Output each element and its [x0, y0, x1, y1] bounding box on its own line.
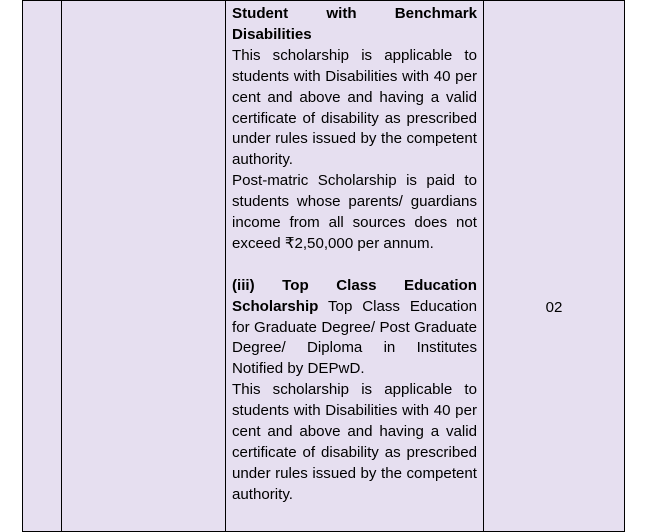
- section-heading-benchmark: [232, 4, 477, 46]
- top-class-heading-text: (iii) Top Class Education Scholarship: [232, 276, 477, 315]
- serial-cell: [23, 1, 62, 532]
- scheme-name-cell: [62, 1, 226, 532]
- scholarship-table: [22, 0, 625, 532]
- benchmark-eligibility-paragraph: This scholarship is applicable to students with Disabilities with 40 per cent and above and having a valid certificate of disability as prescribed under rules issued by the competent authority.: [232, 46, 477, 169]
- benchmark-heading-text: Student with Benchmark Disabilities: [232, 5, 477, 43]
- description-content: [226, 1, 483, 506]
- count-cell: [484, 1, 625, 532]
- section-spacer: [232, 255, 477, 276]
- benchmark-income-paragraph: Post-matric Scholarship is paid to students whose parents/ guardians income from all sources does not exceed ₹2,50,000 per annum.: [232, 172, 477, 252]
- top-class-intro-paragraph: [232, 276, 477, 381]
- count-value: 02: [545, 299, 563, 316]
- top-class-eligibility-paragraph: This scholarship is applicable to students with Disabilities with 40 per cent and above and having a valid certificate of disability as prescribed under rules issued by the competent authority.: [232, 381, 477, 503]
- table-row: [23, 1, 625, 532]
- top-class-heading-tail: Top Class Education for Graduate Degree/ Post Graduate Degree/ Diploma in Institutes Notified by DEPwD.: [232, 297, 477, 378]
- document-table-region: [22, 0, 623, 532]
- description-cell: [226, 1, 484, 532]
